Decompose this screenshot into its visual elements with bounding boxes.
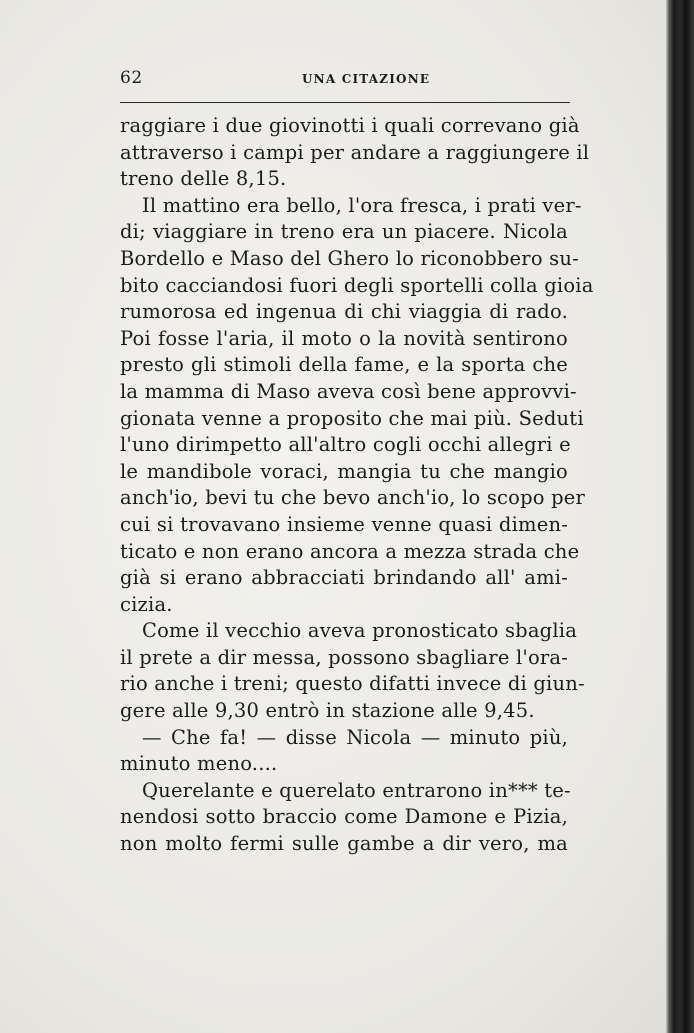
text-line: l'uno dirimpetto all'altro cogli occhi allegri e xyxy=(120,433,571,457)
text-line: anch'io, bevi tu che bevo anch'io, lo scopo per xyxy=(120,486,586,510)
text-line: il prete a dir messa, possono sbagliare l'ora- xyxy=(120,645,569,669)
text-line: Poi fosse l'aria, il moto o la novità sentirono xyxy=(120,326,568,350)
text-line: rumorosa ed ingenua di chi viaggia di rado. xyxy=(120,300,568,324)
text-line: Querelante e querelato entrarono in*** te- xyxy=(142,778,571,802)
text-line: gionata venne a proposito che mai più. Seduti xyxy=(120,406,584,430)
text-line: le mandibole voraci, mangia tu che mangio xyxy=(120,459,568,483)
text-line: raggiare i due giovinotti i quali correvano già xyxy=(120,114,580,137)
text-line: la mamma di Maso aveva così bene approvvi- xyxy=(120,379,577,403)
text-line: Come il vecchio aveva pronosticato sbaglia xyxy=(142,619,578,643)
header-rule xyxy=(120,102,570,103)
text-line: presto gli stimoli della fame, e la sporta che xyxy=(120,353,568,377)
running-title: UNA CITAZIONE xyxy=(302,72,431,86)
text-line: già si erano abbracciati brindando all' ami- xyxy=(120,566,568,590)
book-spine-shadow xyxy=(666,0,694,1033)
text-line: ticato e non erano ancora a mezza strada che xyxy=(120,539,580,563)
text-line: bito cacciandosi fuori degli sportelli colla gioia xyxy=(120,273,594,297)
body-text xyxy=(120,113,594,858)
text-line: attraverso i campi per andare a raggiungere il xyxy=(120,140,590,164)
text-line: non molto fermi sulle gambe a dir vero, ma xyxy=(120,832,568,856)
text-line: nendosi sotto braccio come Damone e Pizia, xyxy=(120,805,568,829)
running-header xyxy=(120,68,570,92)
text-line: cizia. xyxy=(120,592,173,616)
text-line: gere alle 9,30 entrò in stazione alle 9,45. xyxy=(120,699,535,723)
text-line: rio anche i treni; questo difatti invece di giun- xyxy=(120,672,585,696)
text-line: Bordello e Maso del Ghero lo riconobbero su- xyxy=(120,246,579,270)
text-line: cui si trovavano insieme venne quasi dimen- xyxy=(120,512,568,536)
text-line: treno delle 8,15. xyxy=(120,167,287,191)
page-number: 62 xyxy=(120,68,143,88)
text-line: di; viaggiare in treno era un piacere. Nicola xyxy=(120,220,568,244)
text-line: minuto meno.... xyxy=(120,752,278,776)
text-line: — Che fa! — disse Nicola — minuto più, xyxy=(142,725,568,749)
text-line: Il mattino era bello, l'ora fresca, i prati ver- xyxy=(142,193,582,217)
